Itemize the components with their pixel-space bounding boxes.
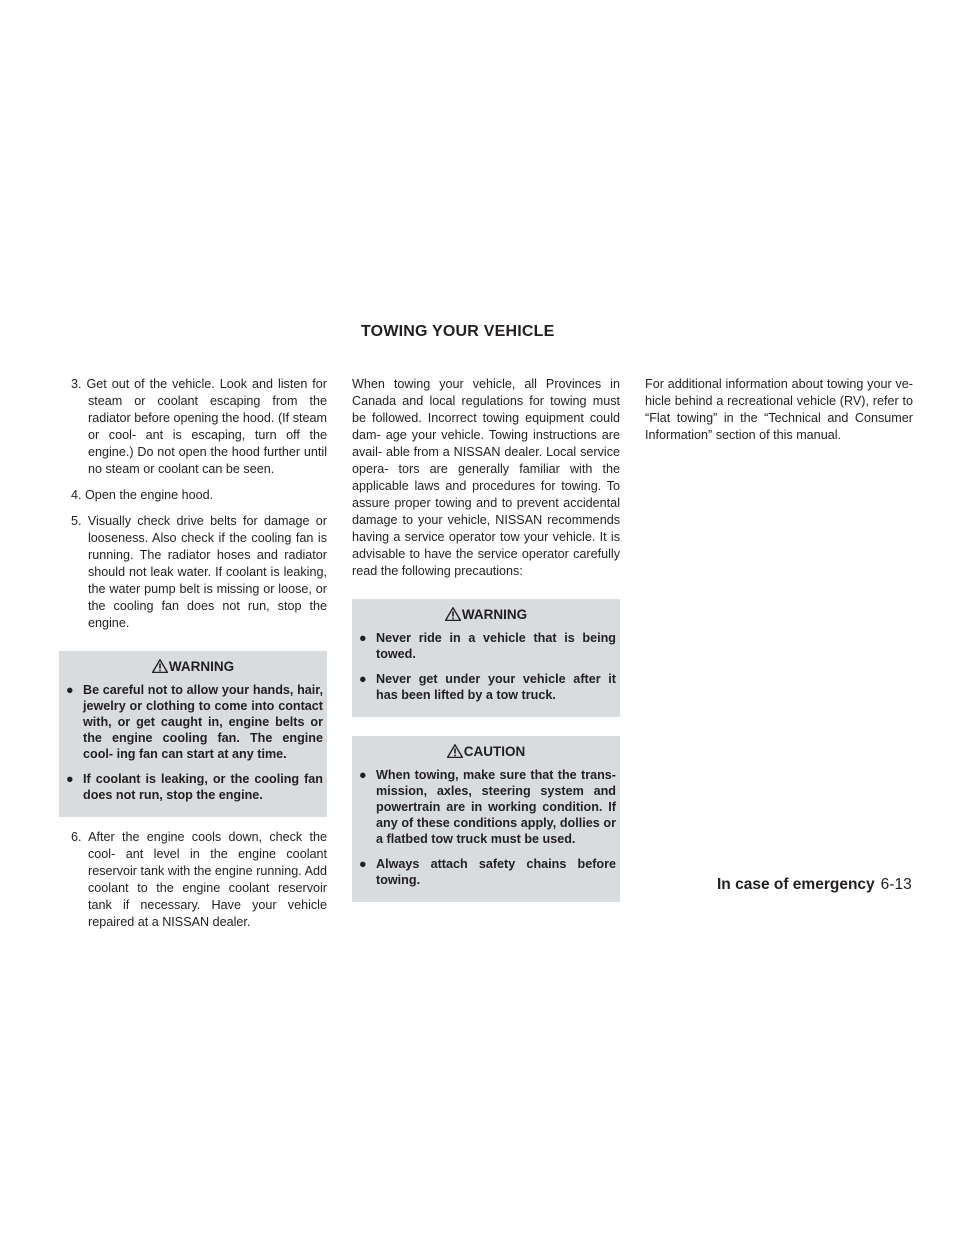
caution-heading: CAUTION <box>356 741 616 767</box>
warning-heading: WARNING <box>63 656 323 682</box>
warning-bullet: ● Be careful not to allow your hands, hair, jewelry or clothing to come into contact with, or get caught in, engine belts or the engine cooling fan. The engine cool- ing fan can start at any time. <box>66 683 323 761</box>
footer-section-name: In case of emergency <box>717 876 875 893</box>
page-number: 6-13 <box>880 876 912 893</box>
caution-box-towing <box>352 736 620 902</box>
warning-box-engine <box>59 651 327 817</box>
caution-bullet: ● When towing, make sure that the trans- mission, axles, steering system and powertrain are in working condition. If any of these conditions apply, dollies or a flatbed tow truck must be used. <box>359 768 616 846</box>
column-2 <box>352 376 620 914</box>
step-3: 3. Get out of the vehicle. Look and listen for steam or coolant escaping from the radiator before opening the hood. (If steam or cool- ant is escaping, turn off the engine.) Do not open the hood further until no steam or coolant can be seen. <box>71 377 327 476</box>
column-3 <box>645 376 913 444</box>
step-6: 6. After the engine cools down, check the cool- ant level in the engine coolant reservoir tank with the engine running. Add coolant to the engine coolant reservoir tank if necessary. Have your vehicle repaired at a NISSAN dealer. <box>71 830 328 929</box>
warning-bullet: ● Never get under your vehicle after it has been lifted by a tow truck. <box>359 672 616 702</box>
page-footer <box>717 876 912 894</box>
warning-bullet: ● If coolant is leaking, or the cooling fan does not run, stop the engine. <box>66 772 323 802</box>
step-4: 4. Open the engine hood. <box>71 488 214 502</box>
warning-triangle-icon <box>447 744 463 758</box>
column-1 <box>59 376 327 940</box>
section-title: TOWING YOUR VEHICLE <box>361 323 555 340</box>
towing-intro: When towing your vehicle, all Provinces in Canada and local regulations for towing must be followed. Incorrect towing equipment could dam- age your vehicle. Towing instructions are avail- able from a NISSAN dealer. Local service opera- tors are generally familiar with the applicable laws and procedures for towing. To assure proper towing and to prevent accidental damage to your vehicle, NISSAN recommends having a service operator tow your vehicle. It is advisable to have the service operator carefully read the following precautions: <box>352 377 620 578</box>
step-5: 5. Visually check drive belts for damage or looseness. Also check if the cooling fan is running. The radiator hoses and radiator should not leak water. If coolant is leaking, the water pump belt is missing or loose, or the cooling fan does not run, stop the engine. <box>71 514 328 630</box>
warning-triangle-icon <box>152 659 168 673</box>
flat-towing-reference: For additional information about towing your ve- hicle behind a recreational vehicle (RV), refer to “Flat towing” in the “Technical and Consumer Information” section of this manual. <box>645 377 913 442</box>
warning-heading: WARNING <box>356 604 616 630</box>
warning-box-towing <box>352 599 620 717</box>
caution-bullet: ● Always attach safety chains before towing. <box>359 857 616 887</box>
warning-triangle-icon <box>445 607 461 621</box>
warning-bullet: ● Never ride in a vehicle that is being towed. <box>359 631 616 661</box>
